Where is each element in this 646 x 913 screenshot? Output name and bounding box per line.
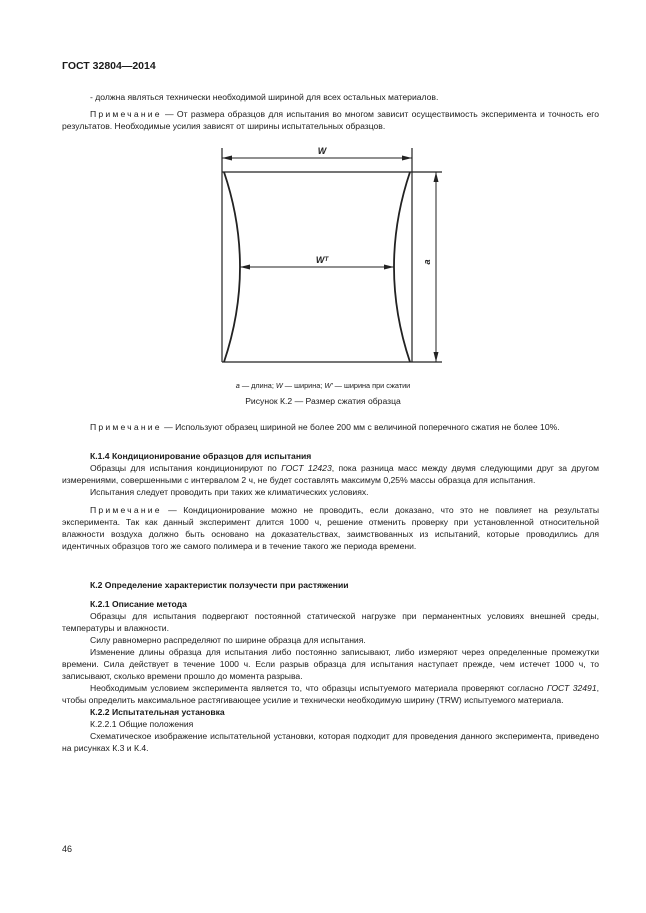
arrow-w-left	[222, 156, 232, 161]
arrow-a-top	[434, 172, 439, 182]
note-text: — Используют образец шириной не более 200 мм с величиной поперечного сжатия не более 10%.	[161, 422, 560, 432]
note-label: Примечание	[90, 505, 162, 515]
figure-caption: Рисунок К.2 — Размер сжатия образца	[245, 396, 401, 406]
reference-link: ГОСТ 32491	[546, 683, 597, 693]
note-2-section	[62, 421, 599, 433]
reference-link: ГОСТ 12423	[281, 463, 332, 473]
figure-specimen-compression	[210, 140, 450, 380]
arrow-a-bottom	[434, 352, 439, 362]
standard-header: ГОСТ 32804—2014	[62, 60, 156, 72]
paragraph: Необходимым условием эксперимента является то, что образцы испытуемого материала проверяют согласно ГОСТ 32491, чтобы определить максимальное растягивающее усилие и технически необходимую ширину (TRW) испытуемого материала.	[62, 683, 599, 705]
heading-k221: К.2.2.1 Общие положения	[90, 719, 194, 729]
paragraph: Образцы для испытания подвергают постоянной статической нагрузке при перманентных условиях внешней среды, температуры и влажности.	[62, 611, 599, 633]
specimen-diagram	[210, 140, 450, 380]
paragraph: Образцы для испытания кондиционируют по ГОСТ 12423, пока разница масс между двумя следующими друг за другом измерениями, совершенными с интервалом 2 ч, не будет составлять максимум 0,25% массы образца для испытания.	[62, 463, 600, 485]
note-text: — Кондиционирование можно не проводить, если доказано, что это не повлияет на результаты эксперимента. Так как данный эксперимент длится 1000 ч, решение отменить проверку при установленной относительной влажности воздуха должно быть основано на доказательствах, заимствованных из испытаний, которые проводились для идентичных образцов того же самого полимера и в течение такого же периода времени.	[62, 505, 599, 551]
note-text: — От размера образцов для испытания во многом зависит осуществимость эксперимента и точность его результатов. Необходимые усилия зависят от ширины испытательных образцов.	[62, 109, 599, 131]
arrow-wt-right	[384, 265, 394, 270]
heading-k14: К.1.4 Кондиционирование образцов для испытания	[90, 451, 312, 461]
paragraph: Силу равномерно распределяют по ширине образца для испытания.	[90, 635, 366, 645]
label-a: a	[422, 259, 432, 265]
specimen-left-concave-side	[224, 172, 240, 362]
paragraph: Изменение длины образца для испытания либо постоянно записывают, либо измеряют через определенные промежутки времени. Сила действует в течение 1000 ч. Если разрыв образца для испытания наступает прежде, чем истечет 1000 ч, то записывают, сколько времени прошло до момента разрыва.	[62, 647, 599, 681]
paragraph: Испытания следует проводить при таких же климатических условиях.	[90, 487, 369, 497]
arrow-w-right	[402, 156, 412, 161]
section-k14	[62, 450, 599, 552]
label-wt: Wᵀ	[315, 255, 329, 265]
dash-item: - должна являться технически необходимой шириной для всех остальных материалов.	[90, 92, 439, 102]
note-1	[62, 108, 599, 132]
label-w: W	[317, 146, 327, 156]
paragraph: Схематическое изображение испытательной установки, которая подходит для проведения данного эксперимента, приведено на рисунках К.3 и К.4.	[62, 731, 599, 753]
page-number: 46	[62, 844, 73, 854]
heading-k22: К.2.2 Испытательная установка	[90, 707, 225, 717]
heading-k2: К.2 Определение характеристик ползучести при растяжении	[90, 580, 349, 590]
arrow-wt-left	[240, 265, 250, 270]
note-label: Примечание	[90, 422, 162, 432]
figure-legend: a — длина; W — ширина; W′ — ширина при сжатии	[235, 381, 411, 390]
intro-section	[62, 91, 599, 132]
note-3	[62, 504, 599, 552]
section-k2	[62, 579, 599, 754]
note-label: Примечание	[90, 109, 162, 119]
heading-k21: К.2.1 Описание метода	[90, 599, 187, 609]
note-2	[62, 421, 599, 433]
specimen-right-concave-side	[394, 172, 410, 362]
